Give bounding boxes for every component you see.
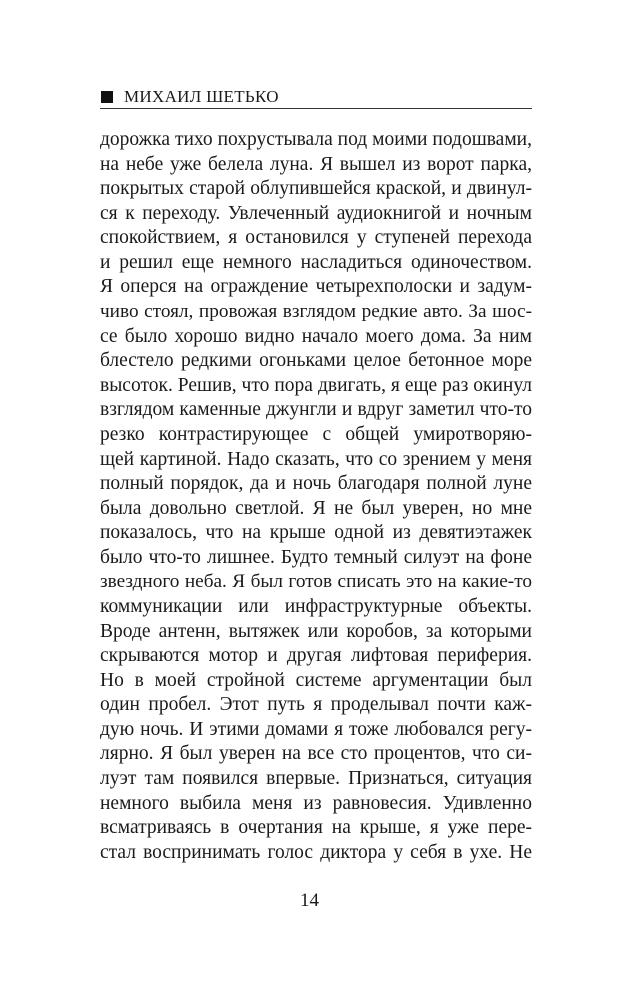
text-line: была довольно светлой. Я не был уверен, но мне (100, 497, 532, 519)
text-line: спокойствием, я остановился у ступеней перехода (100, 227, 532, 249)
body-text (100, 128, 532, 865)
text-line: звездного неба. Я был готов списать это на какие-то (100, 571, 532, 593)
text-line: немного выбила меня из равновесия. Удивленно (100, 792, 532, 814)
text-line: и решил еще немного насладиться одиночеством. (100, 251, 532, 273)
text-line: Но в моей стройной системе аргументации был (100, 669, 532, 691)
running-header (100, 86, 532, 109)
text-line: ся к переходу. Увлеченный аудиокнигой и ночным (100, 202, 532, 224)
text-line: дую ночь. И этими домами я тоже любовался регу- (100, 718, 532, 740)
text-line: покрытых старой облупившейся краской, и двинул- (100, 178, 532, 200)
text-line: взглядом каменные джунгли и вдруг заметил что-то (100, 399, 532, 421)
text-line: полный порядок, да и ночь благодаря полной луне (100, 473, 532, 495)
page-number: 14 (300, 890, 319, 911)
text-line: на небе уже белела луна. Я вышел из ворот парка, (100, 153, 532, 175)
text-line: было что-то лишнее. Будто темный силуэт на фоне (100, 546, 532, 568)
text-line: всматриваясь в очертания на крыше, я уже пере- (100, 817, 532, 839)
text-line: блестело редкими огоньками целое бетонное море (100, 350, 532, 372)
square-bullet-icon (101, 91, 113, 103)
text-line: се было хорошо видно начало моего дома. За ним (100, 325, 532, 347)
text-line: высоток. Решив, что пора двигать, я еще раз окинул (100, 374, 532, 396)
text-line: Вроде антенн, вытяжек или коробов, за которыми (100, 620, 532, 642)
author-name: МИХАИЛ ШЕТЬКО (124, 87, 279, 106)
text-line: показалось, что на крыше одной из девятиэтажек (100, 522, 532, 544)
text-line: лярно. Я был уверен на все сто процентов, что си- (100, 743, 532, 765)
text-line: скрываются мотор и другая лифтовая периферия. (100, 645, 532, 667)
text-line: коммуникации или инфраструктурные объекты. (100, 595, 532, 617)
text-line: стал воспринимать голос диктора у себя в ухе. Не (100, 841, 532, 863)
text-line: луэт там появился впервые. Признаться, ситуация (100, 768, 532, 790)
text-line: щей картиной. Надо сказать, что со зрением у меня (100, 448, 532, 470)
text-line: чиво стоял, провожая взглядом редкие авто. За шос- (100, 301, 532, 323)
text-line: резко контрастирующее с общей умиротворяю- (100, 423, 532, 445)
text-line: один пробел. Этот путь я проделывал почти каж- (100, 694, 532, 716)
text-line: дорожка тихо похрустывала под моими подошвами, (100, 129, 532, 150)
text-line: Я оперся на ограждение четырехполоски и задум- (100, 276, 532, 298)
